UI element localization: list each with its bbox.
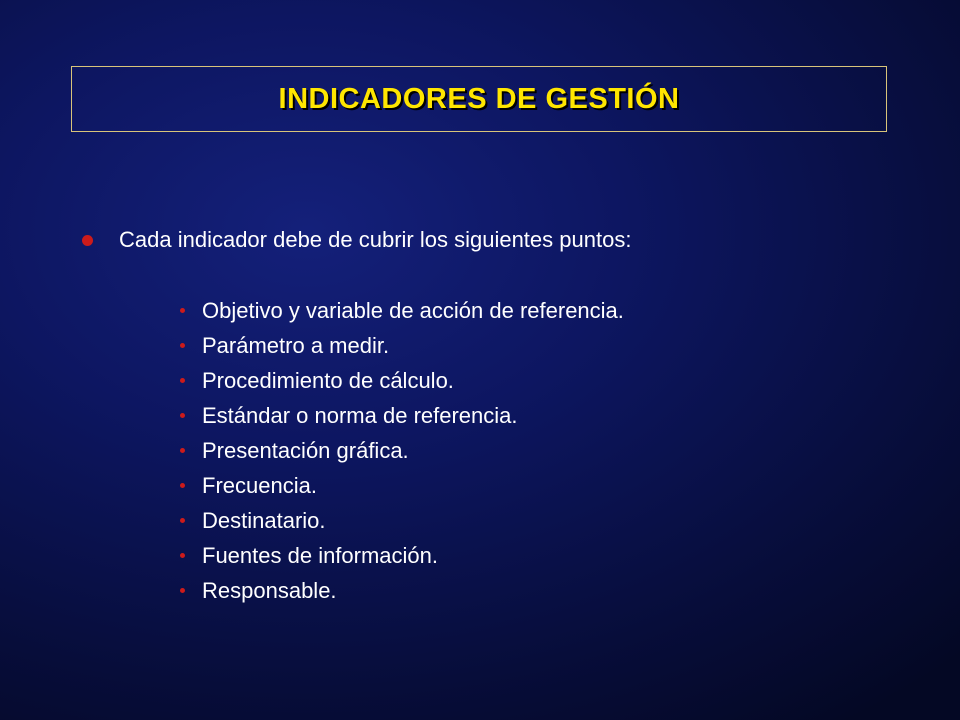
list-item-text: Destinatario. — [202, 507, 326, 533]
bullet-icon — [180, 518, 185, 523]
bullet-icon — [180, 378, 185, 383]
bullet-icon — [180, 343, 185, 348]
main-bullet-text: Cada indicador debe de cubrir los siguientes puntos: — [119, 227, 632, 252]
list-item — [180, 468, 624, 503]
title-box — [71, 66, 887, 132]
list-item-text: Responsable. — [202, 577, 337, 603]
bullet-icon — [180, 308, 185, 313]
list-item-text: Procedimiento de cálculo. — [202, 367, 454, 393]
list-item — [180, 573, 624, 608]
list-item-text: Parámetro a medir. — [202, 332, 390, 358]
list-item-text: Fuentes de información. — [202, 542, 439, 568]
list-item-text: Objetivo y variable de acción de referencia. — [202, 297, 624, 323]
list-item — [180, 503, 624, 538]
slide-title: INDICADORES DE GESTIÓN — [278, 82, 680, 115]
list-item-text: Presentación gráfica. — [202, 437, 409, 463]
list-item — [180, 293, 624, 328]
list-item — [180, 538, 624, 573]
bullet-icon — [180, 588, 185, 593]
list-item — [180, 328, 624, 363]
bullet-icon — [180, 553, 185, 558]
list-item — [180, 398, 624, 433]
bullet-icon — [180, 448, 185, 453]
list-item — [180, 433, 624, 468]
bullet-icon — [82, 235, 93, 246]
list-item-text: Frecuencia. — [202, 472, 317, 498]
bullet-icon — [180, 483, 185, 488]
list-item-text: Estándar o norma de referencia. — [202, 402, 518, 428]
list-item — [180, 363, 624, 398]
bullet-icon — [180, 413, 185, 418]
main-bullet-point — [82, 227, 631, 253]
sub-bullet-list — [180, 293, 624, 608]
